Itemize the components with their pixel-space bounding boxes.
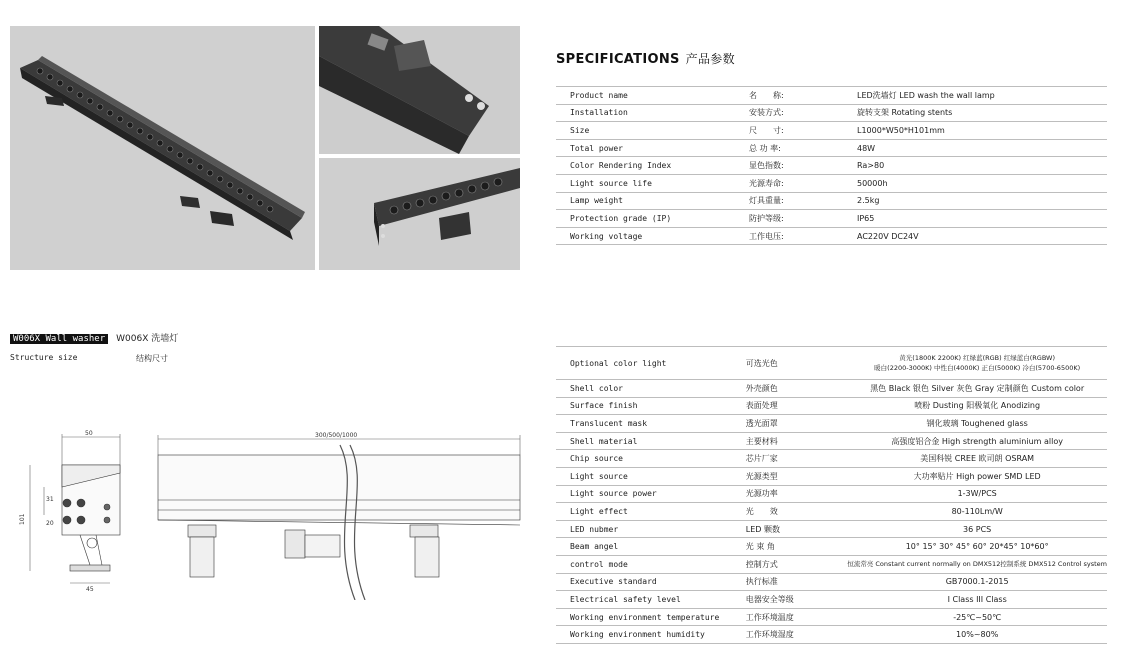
spec-value: 高强度铝合金 High strength aluminium alloy [847, 432, 1107, 450]
spec-label-en: Shell color [556, 380, 746, 398]
spec-value: 1-3W/PCS [847, 485, 1107, 503]
spec-value: 10° 15° 30° 45° 60° 20*45° 10*60° [847, 538, 1107, 556]
spec-label-cn: LED 颗数 [746, 520, 848, 538]
spec-label-cn: 工作电压: [749, 227, 857, 245]
spec-value: 黑色 Black 银色 Silver 灰色 Gray 定制颜色 Custom color [847, 380, 1107, 398]
spec-value: 钢化玻璃 Toughened glass [847, 415, 1107, 433]
spec-label-en: Light source power [556, 485, 746, 503]
table-row [556, 397, 1107, 415]
structure-size-label: Structure size [10, 353, 78, 362]
table-row [556, 555, 1107, 573]
table-row [556, 485, 1107, 503]
spec-value: 50000h [857, 174, 1107, 192]
spec-label-en: Total power [556, 139, 749, 157]
table-row [556, 503, 1107, 521]
spec-label-cn: 光源功率 [746, 485, 848, 503]
spec-table-detailed [556, 346, 1107, 644]
side-profile-view [19, 430, 120, 593]
spec-label-en: Protection grade (IP) [556, 210, 749, 228]
spec-label-cn: 光源寿命: [749, 174, 857, 192]
product-photo-main [10, 26, 315, 270]
spec-label-cn: 光 效 [746, 503, 848, 521]
spec-label-cn: 光源类型 [746, 467, 848, 485]
table-row [556, 608, 1107, 626]
spec-label-cn: 光 束 角 [746, 538, 848, 556]
dim-top-label: 31 [46, 496, 54, 503]
spec-value: 48W [857, 139, 1107, 157]
model-subtitle: W006X 洗墙灯 [116, 334, 179, 344]
front-elevation-view [158, 432, 520, 600]
spec-label-en: Shell material [556, 432, 746, 450]
specifications-heading-cn: 产品参数 [685, 52, 735, 66]
spec-label-cn: 执行标准 [746, 573, 848, 591]
spec-label-en: Color Rendering Index [556, 157, 749, 175]
table-row [556, 192, 1107, 210]
spec-label-en: control mode [556, 555, 746, 573]
spec-label-en: Lamp weight [556, 192, 749, 210]
spec-label-en: Surface finish [556, 397, 746, 415]
spec-value: -25℃~50℃ [847, 608, 1107, 626]
spec-value: 10%~80% [847, 626, 1107, 644]
table-row [556, 538, 1107, 556]
spec-value: 36 PCS [847, 520, 1107, 538]
table-row [556, 520, 1107, 538]
spec-label-cn: 电器安全等级 [746, 591, 848, 609]
table-row [556, 432, 1107, 450]
structure-size-label-cn: 结构尺寸 [136, 354, 168, 363]
spec-label-en: Translucent mask [556, 415, 746, 433]
spec-value: 2.5kg [857, 192, 1107, 210]
spec-label-cn: 透光面罩 [746, 415, 848, 433]
specifications-heading [556, 50, 735, 67]
led-end-detail-illustration [319, 158, 520, 270]
dim-bottom-label: 45 [86, 586, 94, 593]
spec-label-en: Size [556, 122, 749, 140]
spec-label-en: Product name [556, 87, 749, 105]
spec-label-en: Working voltage [556, 227, 749, 245]
spec-label-en: Working environment temperature [556, 608, 746, 626]
spec-value: Ra>80 [857, 157, 1107, 175]
table-row [556, 591, 1107, 609]
table-row [556, 122, 1107, 140]
dim-width-label: 50 [85, 430, 93, 437]
table-row [556, 415, 1107, 433]
spec-label-cn: 显色指数: [749, 157, 857, 175]
spec-value-line-2: 暖白(2200-3000K) 中性白(4000K) 正白(5000K) 冷白(5700-6500K) [874, 364, 1081, 372]
table-row [556, 380, 1107, 398]
spec-label-en: Working environment humidity [556, 626, 746, 644]
table-row [556, 467, 1107, 485]
dim-mid-label: 20 [46, 520, 54, 527]
spec-value: LED洗墙灯 LED wash the wall lamp [857, 87, 1107, 105]
spec-label-cn: 工作环境湿度 [746, 626, 848, 644]
spec-label-cn: 表面处理 [746, 397, 848, 415]
spec-value: 旋转支架 Rotating stents [857, 104, 1107, 122]
spec-value: 大功率贴片 High power SMD LED [847, 467, 1107, 485]
spec-value: I Class III Class [847, 591, 1107, 609]
bracket-detail-illustration [319, 26, 520, 154]
table-row [556, 626, 1107, 644]
spec-value: 喷粉 Dusting 阳极氧化 Anodizing [847, 397, 1107, 415]
spec-value: GB7000.1-2015 [847, 573, 1107, 591]
table-row [556, 139, 1107, 157]
spec-label-en: LED nubmer [556, 520, 746, 538]
spec-label-cn: 名 称: [749, 87, 857, 105]
spec-label-cn: 工作环境温度 [746, 608, 848, 626]
model-tag: W006X Wall washer [10, 334, 108, 344]
spec-label-cn: 控制方式 [746, 555, 848, 573]
spec-label-cn: 可选光色 [746, 347, 848, 380]
spec-table-basic [556, 86, 1107, 245]
spec-value: 80-110Lm/W [847, 503, 1107, 521]
table-row [556, 450, 1107, 468]
spec-value: IP65 [857, 210, 1107, 228]
spec-label-en: Light source life [556, 174, 749, 192]
product-photo-detail-bottom [319, 158, 520, 270]
spec-value-line-1: 黄光(1800K 2200K) 红绿蓝(RGB) 红绿蓝白(RGBW) [899, 354, 1056, 362]
dim-length-label: 300/500/1000 [315, 432, 358, 439]
spec-value: 美国科锐 CREE 欧司朗 OSRAM [847, 450, 1107, 468]
spec-label-en: Executive standard [556, 573, 746, 591]
product-photo-detail-top [319, 26, 520, 154]
spec-label-en: Beam angel [556, 538, 746, 556]
specifications-heading-en: SPECIFICATIONS [556, 52, 680, 67]
spec-label-cn: 安装方式: [749, 104, 857, 122]
spec-label-cn: 外壳颜色 [746, 380, 848, 398]
table-row [556, 87, 1107, 105]
spec-value: 恒流常亮 Constant current normally on DMX512控制系统 DMX512 Control system [847, 555, 1107, 573]
table-row [556, 174, 1107, 192]
spec-label-cn: 总 功 率: [749, 139, 857, 157]
spec-label-en: Installation [556, 104, 749, 122]
table-row [556, 104, 1107, 122]
model-title [10, 331, 178, 344]
dim-height-label: 101 [19, 513, 26, 525]
table-row [556, 157, 1107, 175]
spec-value: AC220V DC24V [857, 227, 1107, 245]
spec-value [847, 347, 1107, 380]
table-row [556, 227, 1107, 245]
table-row [556, 573, 1107, 591]
spec-label-en: Electrical safety level [556, 591, 746, 609]
spec-label-cn: 尺 寸: [749, 122, 857, 140]
structure-drawing [10, 425, 530, 600]
spec-label-cn: 芯片厂家 [746, 450, 848, 468]
spec-value: L1000*W50*H101mm [857, 122, 1107, 140]
spec-label-en: Chip source [556, 450, 746, 468]
wall-washer-angle-illustration [10, 26, 315, 270]
spec-label-en: Light effect [556, 503, 746, 521]
spec-label-cn: 灯具重量: [749, 192, 857, 210]
spec-label-cn: 主要材料 [746, 432, 848, 450]
spec-label-en: Light source [556, 467, 746, 485]
spec-label-en: Optional color light [556, 347, 746, 380]
table-row [556, 347, 1107, 380]
spec-label-cn: 防护等级: [749, 210, 857, 228]
table-row [556, 210, 1107, 228]
